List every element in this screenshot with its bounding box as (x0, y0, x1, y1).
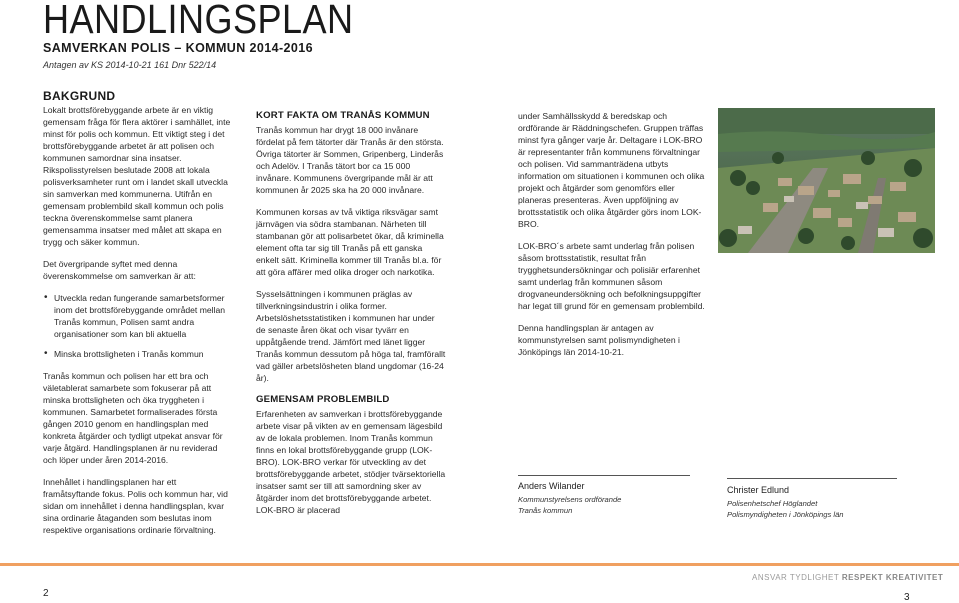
signatory-role: Kommunstyrelsens ordförande (518, 495, 622, 504)
signatory-name: Christer Edlund (727, 485, 790, 495)
paragraph: Erfarenheten av samverkan i brottsförebyggande arbete visar på vikten av en gemensam lägesbild av de lokala problemen. Inom Tranås kommun finns en lokal brottsförebyggande grupp (LOK-BRO). LOK-BRO verkar för utveckling av det brottsförebyggande arbetet, stödjer tvärsektoriella insatser samt ser till att samordning sker av åtgärder inom det brottsförebyggande arbetet. LOK-BRO är placerad (256, 409, 446, 515)
section-heading-facts: KORT FAKTA OM TRANÅS KOMMUN (256, 110, 430, 121)
list-item: • Minska brottsligheten i Tranås kommun (43, 348, 231, 360)
paragraph: Innehållet i handlingsplanen har ett framåtsyftande fokus. Polis och kommun har, vid sidan om innehållet i denna handlingsplan, kvar sina ordinarie åtaganden som beslutas inom respektive organisations ordinarie förvaltning. (43, 477, 228, 535)
column-facts (256, 110, 446, 526)
paragraph: Sysselsättningen i kommunen präglas av tillverkningsindustrin i olika former. Arbetslöshetsstatistiken i kommunen har under de senaste åren ökat och visar tyvärr en uppåtgående trend. Jämfört med länet ligger Tranås kommun dessutom på höga tal, framförallt vad gäller arbetslösheten bland ungdomar (16-24 år). (256, 289, 446, 383)
page-title: HANDLINGSPLAN (43, 0, 354, 42)
signatory-role: Polisenhetschef Höglandet (727, 499, 818, 508)
paragraph: Kommunen korsas av två viktiga riksvägar samt järnvägen via södra stambanan. Närheten till stambanan gör att polisarbetet ökar, då kriminella element ofta tar sig till Tranås på ett ganska enkelt sätt. Kriminella kommer till Tranås bl.a. för att göra affärer med olika droger och narkotika. (256, 207, 444, 277)
slogan-bold: RESPEKT KREATIVITET (841, 573, 944, 582)
footer-divider (0, 563, 959, 566)
signature-block (518, 481, 698, 516)
column-lokbro (518, 110, 708, 368)
column-background (43, 90, 231, 546)
paragraph: Det övergripande syftet med denna överenskommelse om samverkan är att: (43, 259, 196, 281)
footer-slogan (752, 573, 943, 582)
paragraph: Denna handlingsplan är antagen av kommunstyrelsen samt polismyndigheten i Jönköpings län 2014-10-21. (518, 323, 680, 357)
section-heading-background: BAKGRUND (43, 89, 116, 103)
paragraph: Tranås kommun och polisen har ett bra och väletablerat samarbete som fokuserar på att minska brottsligheten och öka tryggheten i kommunen. Samarbetet formaliserades första gången 2010 genom en handlingsplan med konkreta åtgärder och tydligt utpekat ansvar för varje åtgärd. Handlingsplanen är nu reviderad och löper under åren 2014-2016. (43, 371, 223, 465)
list-item: • Utveckla redan fungerande samarbetsformer inom det brottsförebyggande området mellan Tranås kommun, Polisen samt andra organisationer som kan bli aktuella (43, 292, 231, 340)
paragraph: LOK-BRO´s arbete samt underlag från polisen såsom brottsstatistik, resultat från trygghetsundersökningar och polisiär erfarenhet samt underlag från kommunen såsom drogvaneundersökning och befolkningsuppgifter har legat till grund för en gemensam problembild. (518, 241, 705, 311)
signatory-name: Anders Wilander (518, 481, 585, 491)
page-subtitle: SAMVERKAN POLIS – KOMMUN 2014-2016 (43, 41, 313, 55)
page-number-right: 3 (904, 592, 910, 603)
paragraph: under Samhällsskydd & beredskap och ordförande är Räddningschefen. Gruppen träffas minst fyra gånger varje år. Deltagare i LOK-BRO är representanter från kommunens förvaltningar och polisen. Vid sammanträdena utbyts information om situationen i kommunen och olika projekt och åtgärder som genomförs eller planeras presenteras. Även uppföljning av brottsstatistik och olika åtgärder görs inom LOK-BRO. (518, 111, 705, 229)
signature-block (727, 485, 927, 520)
aerial-photo (718, 108, 935, 253)
slogan-light: ANSVAR TYDLIGHET (752, 573, 840, 582)
paragraph: Lokalt brottsförebyggande arbete är en viktig gemensam fråga för flera aktörer i samhället, inte minst för polis och kommun. Ett viktigt steg i det brottsförebyggande arbetet är att polisen och kommunen samordnar sina insatser. Rikspolisstyrelsen beslutade 2008 att lokala polisverksamheter runt om i landet skall utveckla sin samverkan med kommunerna. Utifrån en gemensam problembild skall kommun och polis teckna överenskommelse samt planera gemensamma insatser med målet att skapa en trygg och säker kommun. (43, 105, 231, 247)
section-heading-problem: GEMENSAM PROBLEMBILD (256, 394, 390, 405)
adoption-note: Antagen av KS 2014-10-21 161 Dnr 522/14 (43, 60, 217, 70)
signatory-organization: Polismyndigheten i Jönköpings län (727, 510, 844, 519)
signature-line (518, 475, 690, 476)
bullet-list (43, 292, 231, 360)
signatory-organization: Tranås kommun (518, 506, 573, 515)
page-number-left: 2 (43, 588, 49, 599)
signature-line (727, 478, 897, 479)
paragraph: Tranås kommun har drygt 18 000 invånare fördelat på fem tätorter där Tranås är den största. Övriga tätorter är Sommen, Gripenberg, Linderås och Adelöv. I Tranås tätort bor ca 15 000 invånare. Kommunens övergripande mål är att kommunen år 2025 ska ha 20 000 invånare. (256, 125, 444, 195)
